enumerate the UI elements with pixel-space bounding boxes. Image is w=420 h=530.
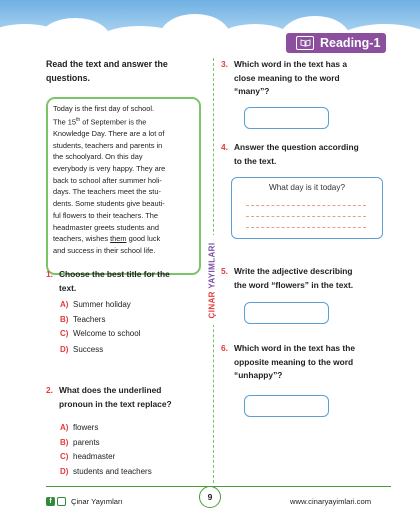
footer-divider — [46, 486, 391, 487]
question-text: Choose the best title for the text. — [59, 269, 170, 293]
answer-box-q6[interactable] — [244, 395, 329, 417]
passage-line: back to school after summer holi- — [53, 175, 162, 185]
instruction-line-2: questions. — [46, 72, 90, 83]
question-2 — [46, 384, 206, 414]
passage-line: The 15th of September is the — [53, 116, 147, 127]
instruction — [46, 58, 212, 85]
facebook-icon[interactable]: f — [46, 497, 55, 506]
passage-line: dents. Some students give beauti- — [53, 199, 165, 209]
answer-line[interactable] — [246, 227, 366, 228]
question-text: What does the underlined pronoun in the text replace? — [59, 385, 172, 409]
section-badge — [286, 33, 386, 53]
question-text: Which word in the text has a close meaning to the word “many”? — [234, 59, 348, 96]
footer-publisher — [46, 497, 123, 506]
question-number: 2. — [46, 385, 53, 395]
reading-passage — [46, 97, 201, 275]
option-a[interactable]: A) Summer holiday — [60, 300, 131, 309]
option-a[interactable]: A) flowers — [60, 423, 99, 432]
passage-line: headmaster greets students and — [53, 222, 159, 232]
passage-line: and success in their school life. — [53, 245, 156, 255]
instagram-icon[interactable] — [57, 497, 66, 506]
page-number: 9 — [199, 486, 221, 508]
passage-line: teachers, wishes them good luck — [53, 234, 161, 244]
instruction-line-1: Read the text and answer the — [46, 59, 168, 69]
option-c[interactable]: C) Welcome to school — [60, 329, 141, 338]
question-1 — [46, 268, 206, 298]
question-number: 1. — [46, 269, 53, 279]
question-3 — [221, 58, 381, 102]
option-b[interactable]: B) parents — [60, 438, 100, 447]
option-d[interactable]: D) Success — [60, 345, 104, 354]
vertical-brand-logo: ÇINAR YAYIMLARI — [201, 235, 223, 325]
question-6 — [221, 342, 391, 386]
question-number: 6. — [221, 343, 228, 353]
option-d[interactable]: D) students and teachers — [60, 467, 152, 476]
badge-label: Reading-1 — [320, 36, 381, 50]
question-number: 5. — [221, 266, 228, 276]
question-5 — [221, 265, 391, 295]
answer-line[interactable] — [246, 216, 366, 217]
website-link[interactable]: www.cinaryayimlari.com — [290, 497, 372, 506]
answer-prompt: What day is it today? — [269, 183, 345, 192]
passage-line: ful flowers to their teachers. The — [53, 210, 159, 220]
passage-line: everybody is very happy. They are — [53, 163, 166, 173]
question-text: Write the adjective describing the word “flowers” in the text. — [234, 266, 354, 290]
underlined-pronoun: them — [110, 234, 127, 244]
passage-line: Today is the first day of school. — [53, 104, 155, 113]
answer-box-q4[interactable] — [231, 177, 383, 239]
passage-line: the schoolyard. On this day — [53, 152, 143, 162]
book-icon — [296, 36, 314, 50]
passage-line: students, teachers and parents in — [53, 140, 163, 150]
passage-line: days. The teachers meet the stu- — [53, 187, 161, 197]
question-number: 3. — [221, 59, 228, 69]
option-b[interactable]: B) Teachers — [60, 315, 106, 324]
option-c[interactable]: C) headmaster — [60, 452, 116, 461]
question-text: Answer the question according to the text. — [234, 142, 359, 166]
question-4 — [221, 141, 381, 171]
answer-box-q3[interactable] — [244, 107, 329, 129]
answer-box-q5[interactable] — [244, 302, 329, 324]
passage-line: Knowledge Day. There are a lot of — [53, 128, 165, 138]
question-text: Which word in the text has the opposite meaning to the word “unhappy”? — [234, 343, 355, 380]
question-number: 4. — [221, 142, 228, 152]
ordinal-suffix: th — [76, 116, 81, 123]
answer-line[interactable] — [246, 205, 366, 206]
publisher-name: Çinar Yayımları — [71, 497, 123, 506]
